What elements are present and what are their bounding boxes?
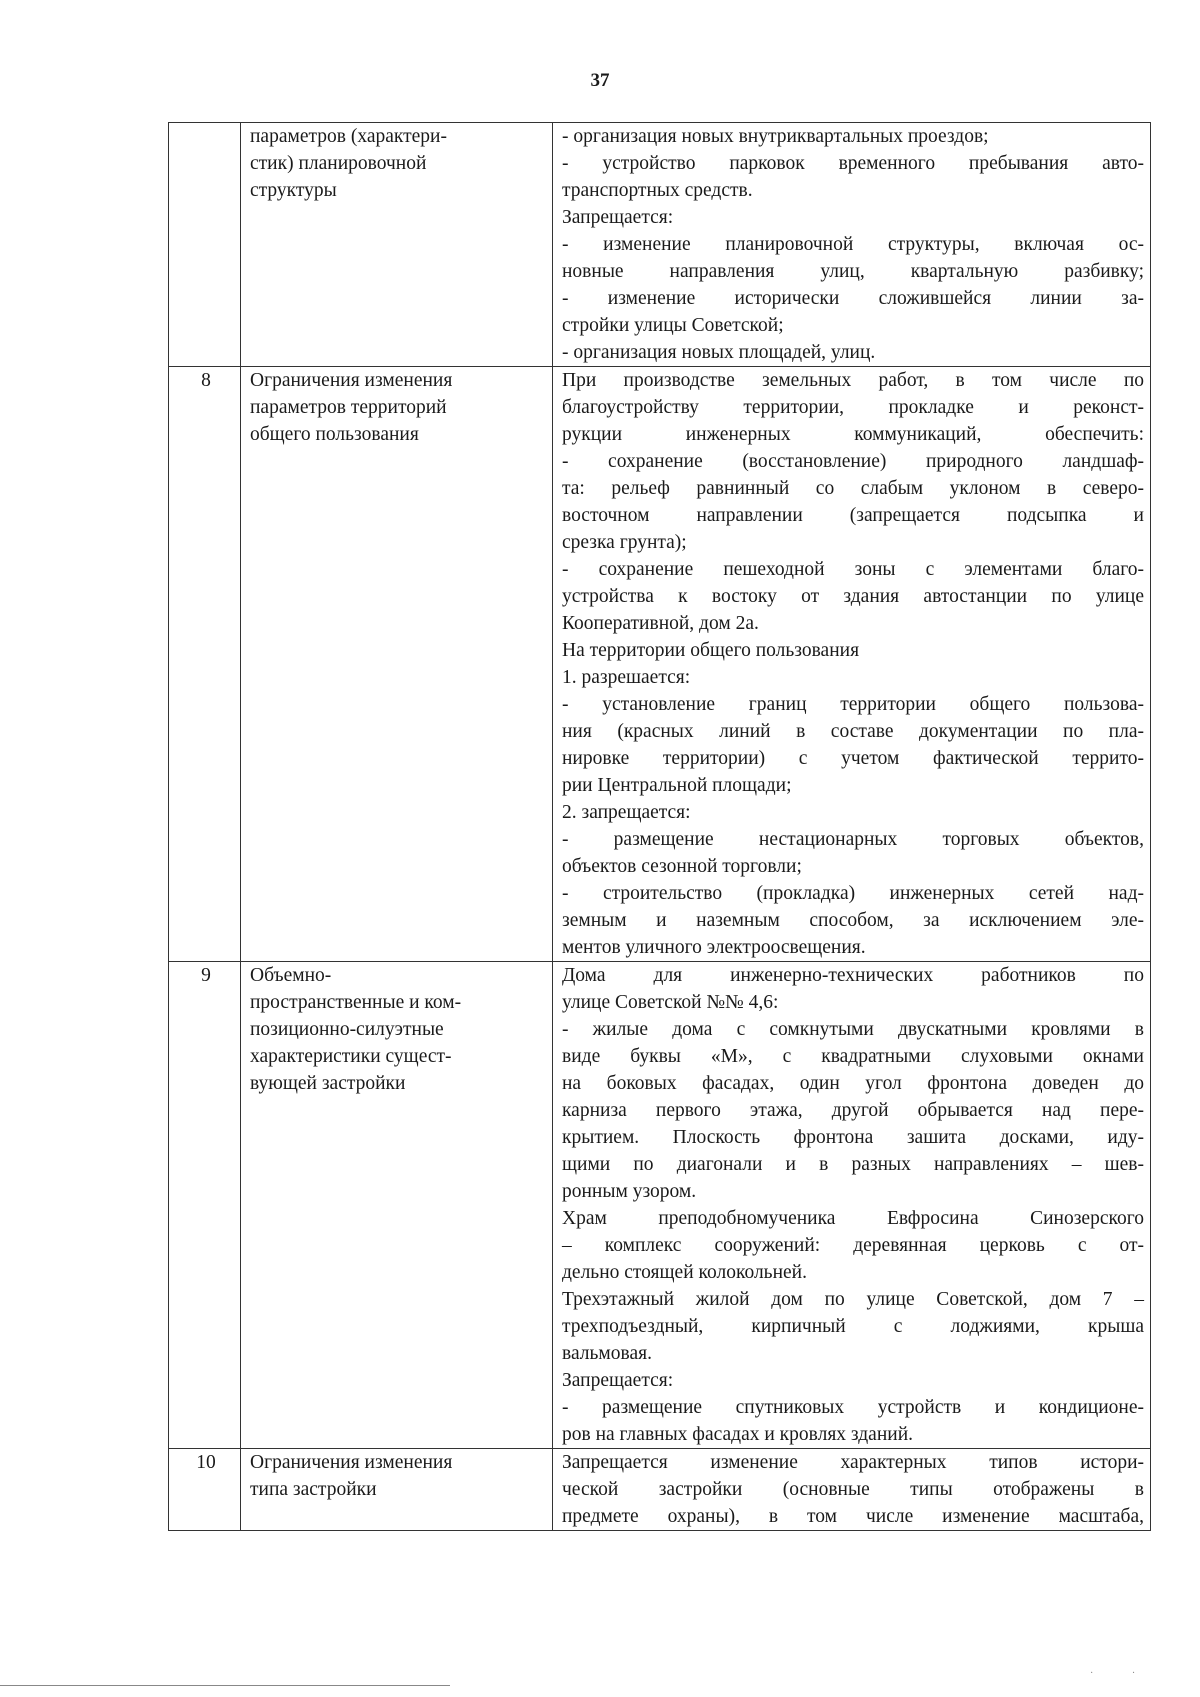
regulation-text-line: улице Советской №№ 4,6: [562,992,779,1013]
parameter-name-line: Ограничения изменения [250,1452,453,1473]
regulation-text-cell [553,367,1151,962]
regulation-text-line: рукции инженерных коммуникаций, обеспечить: [562,424,1144,445]
parameter-name-line: вующей застройки [250,1073,406,1094]
regulation-text-line: - сохранение пешеходной зоны с элементами благо- [562,559,1144,580]
regulation-text-cell [553,962,1151,1449]
table-row [169,1449,1151,1531]
parameter-name-line: параметров (характери- [250,126,447,147]
parameter-name-line: пространственные и ком- [250,992,462,1013]
regulation-text-line: - организация новых площадей, улиц. [562,342,876,363]
regulation-text-line: ментов уличного электроосвещения. [562,937,866,958]
table-row [169,962,1151,1449]
regulation-text-line: восточном направлении (запрещается подсыпка и [562,505,1144,526]
regulation-text-line: новные направления улиц, квартальную разбивку; [562,261,1144,282]
parameter-name-line: общего пользования [250,424,419,445]
regulation-text-line: - размещение спутниковых устройств и кондиционе- [562,1397,1144,1418]
regulation-text-cell [553,1449,1151,1531]
regulation-text-line: - изменение планировочной структуры, включая ос- [562,234,1144,255]
regulation-text-line: - устройство парковок временного пребывания авто- [562,153,1144,174]
regulation-text-line: нировке территории) с учетом фактической террито- [562,748,1144,769]
regulation-text-line: – комплекс сооружений: деревянная церковь с от- [562,1235,1144,1256]
parameter-name-line: типа застройки [250,1479,377,1500]
regulation-text-line: - размещение нестационарных торговых объектов, [562,829,1144,850]
regulation-text-line: трехподъездный, кирпичный с лоджиями, крыша [562,1316,1144,1337]
row-number-cell [169,123,241,367]
row-number-cell: 9 [169,962,241,1449]
regulation-text-line: виде буквы «М», с квадратными слуховыми окнами [562,1046,1144,1067]
regulation-text-line: срезка грунта); [562,532,687,553]
regulation-text-line: Запрещается: [562,207,674,228]
parameter-name-line: стик) планировочной [250,153,427,174]
regulation-text-line: земным и наземным способом, за исключением эле- [562,910,1144,931]
parameter-name-cell [241,962,553,1449]
regulation-text-line: транспортных средств. [562,180,753,201]
regulation-text-line: Дома для инженерно-технических работников по [562,965,1144,986]
regulation-text-line: 1. разрешается: [562,667,691,688]
regulation-text-line: ческой застройки (основные типы отображены в [562,1479,1144,1500]
regulation-text-line: объектов сезонной торговли; [562,856,802,877]
regulation-text-cell [553,123,1151,367]
regulation-text-line: устройства к востоку от здания автостанции по улице [562,586,1144,607]
regulation-text-line: рии Центральной площади; [562,775,792,796]
parameter-name-line: Ограничения изменения [250,370,453,391]
row-number-cell: 10 [169,1449,241,1531]
regulation-text-line: 2. запрещается: [562,802,691,823]
parameter-name-cell [241,367,553,962]
regulation-text-line: ния (красных линий в составе документации по пла- [562,721,1144,742]
row-number-cell: 8 [169,367,241,962]
regulation-text-line: щими по диагонали и в разных направлениях – шев- [562,1154,1144,1175]
protection-regulations-table [168,122,1151,1531]
regulation-text-line: - изменение исторически сложившейся линии за- [562,288,1144,309]
regulation-text-line: - сохранение (восстановление) природного ландшаф- [562,451,1144,472]
table-body [169,123,1151,1531]
regulation-text-line: вальмовая. [562,1343,652,1364]
regulation-text-line: Трехэтажный жилой дом по улице Советской, дом 7 – [562,1289,1144,1310]
regulation-text-line: - организация новых внутриквартальных проездов; [562,126,989,147]
parameter-name-line: характеристики сущест- [250,1046,452,1067]
regulation-text-line: та: рельеф равнинный со слабым уклоном в северо- [562,478,1144,499]
parameter-name-line: позиционно-силуэтные [250,1019,444,1040]
regulation-text-line: карниза первого этажа, другой обрывается над пере- [562,1100,1144,1121]
regulation-text-line: Храм преподобномученика Евфросина Синозерского [562,1208,1144,1229]
regulation-text-line: - жилые дома с сомкнутыми двускатными кровлями в [562,1019,1144,1040]
regulation-text-line: Запрещается изменение характерных типов истори- [562,1452,1144,1473]
regulation-text-line: - установление границ территории общего пользова- [562,694,1144,715]
regulation-text-line: При производстве земельных работ, в том числе по [562,370,1144,391]
page-number: 37 [590,70,610,91]
parameter-name-line: параметров территорий [250,397,447,418]
regulation-text-line: - строительство (прокладка) инженерных сетей над- [562,883,1144,904]
parameter-name-cell [241,123,553,367]
footer-rule [0,1685,450,1686]
table-row [169,367,1151,962]
parameter-name-line: Объемно- [250,965,332,986]
table-row [169,123,1151,367]
regulation-text-line: На территории общего пользования [562,640,860,661]
regulation-text-line: благоустройству территории, прокладке и реконст- [562,397,1144,418]
regulation-text-line: ронным узором. [562,1181,697,1202]
regulation-text-line: ров на главных фасадах и кровлях зданий. [562,1424,914,1445]
regulation-text-line: дельно стоящей колокольней. [562,1262,807,1283]
scan-specks: · · [1090,1668,1154,1679]
regulation-text-line: предмете охраны), в том числе изменение масштаба, [562,1506,1144,1527]
regulation-text-line: Кооперативной, дом 2а. [562,613,759,634]
parameter-name-cell [241,1449,553,1531]
regulation-text-line: стройки улицы Советской; [562,315,784,336]
parameter-name-line: структуры [250,180,337,201]
regulation-text-line: на боковых фасадах, один угол фронтона доведен до [562,1073,1144,1094]
regulation-text-line: Запрещается: [562,1370,674,1391]
regulation-text-line: крытием. Плоскость фронтона зашита досками, иду- [562,1127,1144,1148]
